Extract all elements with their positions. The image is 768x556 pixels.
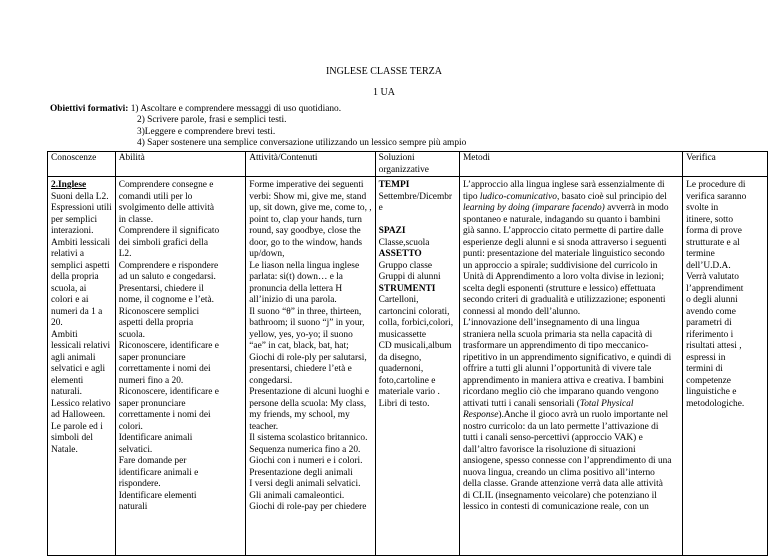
attivita-line: yellow, yes, yo-yo; il suono	[249, 329, 353, 340]
metodi-line: L’innovazione dell’insegnamento di una lingua	[462, 318, 640, 328]
verifica-line: Le procedure di	[686, 180, 746, 190]
metodi-line: nostro curricolo: da un lato permette l’attivazione di	[462, 421, 659, 432]
header-metodi: Metodi	[459, 152, 682, 177]
attivita-line: up, sit down, give me, come to, ,	[249, 203, 372, 213]
attivita-line: all’inizio di una parola.	[249, 295, 337, 305]
attivita-line: point to, clap your hands, turn	[249, 214, 362, 225]
conoscenze-line: Lessico relativo	[51, 398, 111, 409]
verifica-line: dell’U.D.A.	[686, 260, 731, 271]
abilita-line: Comprendere e rispondere	[118, 260, 219, 271]
soluzioni-cell	[375, 177, 459, 556]
abilita-line: saper pronunciare	[118, 398, 186, 409]
abilita-line: Riconoscere, identificare e	[118, 341, 219, 351]
abilita-line: nome, il cognome e l’età.	[118, 295, 214, 305]
metodi-cell	[459, 177, 682, 556]
abilita-line: Riconoscere semplici	[118, 306, 200, 317]
conoscenze-line: Natale.	[51, 444, 78, 455]
attivita-line: Giochi con i numeri e i colori.	[249, 456, 363, 466]
abilita-line: Riconoscere, identificare e	[118, 387, 219, 397]
verifica-line: linguistiche e	[686, 387, 737, 397]
conoscenze-line: numeri da 1 a	[51, 306, 103, 317]
metodi-line: nuova lingua, creando un clima positivo all’interno	[462, 467, 655, 478]
attivita-line: I versi degli animali selvatici.	[249, 479, 361, 489]
objectives-label: Obiettivi formativi:	[50, 104, 129, 114]
strumenti-label: STRUMENTI	[378, 283, 436, 294]
verifica-line: itinere, sotto	[686, 214, 734, 225]
verifica-line: verifica saranno	[686, 191, 747, 202]
objective-item: 1) Ascoltare e comprendere messaggi di uso quotidiano.	[130, 104, 342, 114]
abilita-line: svolgimento delle attività	[118, 203, 214, 213]
abilita-line: aspetti della propria	[118, 318, 194, 328]
attivita-line: round, say goodbye, close the	[249, 226, 361, 236]
conoscenze-line: 20.	[51, 318, 63, 328]
metodi-line: connessi al mondo dell’alunno.	[462, 306, 581, 317]
verifica-line: risultati attesi ,	[686, 341, 742, 351]
header-verifica: Verifica	[683, 152, 768, 177]
attivita-line: up/down,	[249, 249, 285, 259]
header-conoscenze: Conoscenze	[48, 152, 116, 177]
assetto-label: ASSETTO	[378, 249, 422, 259]
metodi-line: secondo criteri di gradualità e utilizzazione; esponenti	[462, 295, 666, 305]
verifica-line: Verrà valutato	[686, 272, 739, 282]
attivita-line: door, go to the window, hands	[249, 237, 363, 248]
metodi-line: L’approccio alla lingua inglese sarà essenzialmente di	[462, 180, 665, 190]
conoscenze-cell	[48, 177, 116, 556]
verifica-line: svolte in	[686, 203, 719, 213]
attivita-line: presentarsi, chiedere l’età e	[249, 364, 352, 374]
metodi-line: scelta degli esponenti (strutture e lessico) effettuata	[462, 283, 656, 294]
assetto-line: Gruppi di alunni	[378, 272, 441, 282]
metodi-line: ricordano meglio ciò che imparano quando vengono	[462, 387, 659, 397]
conoscenze-line: Suoni della L2.	[51, 191, 109, 202]
abilita-line: colori.	[118, 421, 143, 432]
strumenti-line: da disegno,	[378, 352, 422, 363]
verifica-line: metodologiche.	[686, 398, 745, 409]
attivita-line: Gli animali camaleontici.	[249, 490, 345, 501]
header-attivita: Attività/Contenuti	[246, 152, 375, 177]
strumenti-line: Cartelloni,	[378, 295, 419, 305]
objective-item: 4) Saper sostenere una semplice conversazione utilizzando un lessico sempre più ampio	[137, 137, 467, 148]
strumenti-line: musicassette	[378, 329, 427, 340]
attivita-line: Il sistema scolastico britannico.	[249, 433, 368, 443]
verifica-line: termini di	[686, 364, 723, 374]
abilita-line: scuola.	[118, 329, 145, 340]
abilita-line: saper pronunciare	[118, 352, 186, 363]
attivita-line: Giochi di role-ply per salutarsi,	[249, 352, 367, 363]
metodi-line: lessico in contesti di comunicazione reale, con un	[462, 502, 649, 512]
abilita-line: naturali	[118, 502, 148, 512]
strumenti-line: colla, forbici,colori,	[378, 318, 454, 328]
abilita-line: correttamente i nomi dei	[118, 410, 211, 420]
abilita-line: ad un saluto e congedarsi.	[118, 272, 216, 282]
conoscenze-line: naturali.	[51, 387, 82, 397]
strumenti-line: materiale vario .	[378, 387, 440, 397]
abilita-line: Presentarsi, chiedere il	[118, 283, 204, 294]
verifica-line: l’apprendiment	[686, 283, 744, 294]
verifica-line: strutturate e al	[686, 237, 740, 248]
abilita-line: rispondere.	[118, 479, 161, 489]
conoscenze-line: scuola, ai	[51, 283, 87, 294]
attivita-cell	[246, 177, 375, 556]
verifica-line: forma di prove	[686, 226, 742, 236]
metodi-line: dall’altro favorisce la risoluzione di situazioni	[462, 444, 636, 455]
objectives-block	[50, 104, 466, 149]
conoscenze-line: elementi	[51, 375, 84, 386]
abilita-line: correttamente i nomi dei	[118, 364, 211, 374]
verifica-line: parametri di	[686, 318, 732, 328]
conoscenze-line: ad Halloween.	[51, 410, 106, 420]
table-row	[48, 177, 768, 556]
spazi-label: SPAZI	[378, 226, 406, 236]
conoscenze-line: interazioni.	[51, 226, 94, 236]
attivita-line: bathroom; il suono “j” in your,	[249, 318, 365, 328]
verifica-line: espressi in	[686, 352, 726, 363]
attivita-line: persone della scuola: My class,	[249, 398, 367, 409]
conoscenze-heading: 2.Inglese	[51, 180, 87, 190]
abilita-line: comandi utili per lo	[118, 191, 193, 202]
abilita-line: numeri fino a 20.	[118, 375, 184, 386]
header-abilita: Abilità	[115, 152, 246, 177]
verifica-line: o degli alunni	[686, 295, 738, 305]
metodi-line: offrire a tutti gli alunni l’opportunità di vivere tale	[462, 364, 652, 374]
attivita-line: “ae” in cat, black, bat, hat;	[249, 341, 349, 351]
strumenti-line: CD musicali,album	[378, 341, 452, 351]
metodi-line: di CLIL (insegnamento veicolare) che potenziano il	[462, 490, 657, 501]
abilita-line: in classe.	[118, 214, 154, 225]
conoscenze-line: colori e ai	[51, 295, 89, 305]
attivita-line: Il suono “θ” in three, thirteen,	[249, 306, 362, 317]
metodi-line: tutti i canali senso-percettivi (approccio VAK) e	[462, 433, 643, 443]
strumenti-line: cartoncini colorati,	[378, 306, 450, 317]
conoscenze-line: relativi a	[51, 249, 85, 259]
conoscenze-line: selvatici e agli	[51, 364, 106, 374]
conoscenze-line: della propria	[51, 272, 99, 282]
metodi-line: straniera nella scuola primaria sta nella capacità di	[462, 329, 653, 340]
conoscenze-line: semplici aspetti	[51, 260, 110, 271]
conoscenze-line: Ambiti	[51, 329, 78, 340]
objective-item: 2) Scrivere parole, frasi e semplici testi.	[137, 115, 287, 126]
metodi-line: un approccio a spirale; suddivisione del curricolo in	[462, 260, 658, 271]
attivita-line: my friends, my school, my	[249, 410, 350, 420]
attivita-line: verbi: Show mi, give me, stand	[249, 191, 367, 202]
attivita-line: Sequenza numerica fino a 20.	[249, 444, 361, 455]
abilita-line: selvatici.	[118, 444, 153, 455]
attivita-line: parlata: si(t) down… e la	[249, 272, 343, 282]
conoscenze-line: Espressioni utili	[51, 203, 112, 213]
verifica-line: termine	[686, 249, 715, 259]
abilita-line: Identificare animali	[118, 433, 193, 443]
table-header-row	[48, 152, 768, 177]
verifica-cell	[683, 177, 768, 556]
abilita-line: identificare animali e	[118, 467, 199, 478]
attivita-line: Forme imperative dei seguenti	[249, 180, 364, 190]
attivita-line: teacher.	[249, 421, 279, 432]
objective-item: 3)Leggere e comprendere brevi testi.	[137, 126, 276, 137]
metodi-line: apprendimento in maniera attiva e creativa. I bambini	[462, 375, 664, 386]
conoscenze-line: simboli del	[51, 433, 93, 443]
metodi-line: ripetitivo in un apprendimento significativo, e quindi di	[462, 352, 672, 363]
tempi-line: Settembre/Dicembr	[378, 191, 453, 202]
conoscenze-line: lessicali relativi	[51, 341, 111, 351]
attivita-line: Presentazione di alcuni luoghi e	[249, 387, 370, 397]
conoscenze-line: per semplici	[51, 214, 98, 225]
strumenti-line: quadernoni,	[378, 364, 424, 374]
abilita-line: dei simboli grafici della	[118, 237, 208, 248]
assetto-line: Gruppo classe	[378, 260, 433, 271]
conoscenze-line: Le parole ed i	[51, 421, 103, 432]
verifica-line: competenze	[686, 375, 731, 386]
metodi-line: tipo ludico-comunicativo, basato cioè sul principio del	[462, 191, 667, 202]
strumenti-line: Libri di testo.	[378, 398, 430, 409]
abilita-cell	[115, 177, 246, 556]
page-title: INGLESE CLASSE TERZA	[326, 66, 442, 77]
metodi-line: già sanno. L’approccio citato permette di partire dalle	[462, 226, 664, 236]
verifica-line: avendo come	[686, 306, 736, 317]
strumenti-line: foto,cartoline e	[378, 375, 436, 386]
unit-subtitle: 1 UA	[373, 87, 395, 98]
abilita-line: L2.	[118, 249, 132, 259]
curriculum-table	[47, 151, 768, 556]
attivita-line: Presentazione degli animali	[249, 467, 353, 478]
attivita-line: pronuncia della lettera H	[249, 283, 343, 294]
abilita-line: Comprendere il significato	[118, 226, 220, 236]
header-soluzioni: Soluzioni organizzative	[375, 152, 459, 177]
metodi-line: trasformare un apprendimento di tipo meccanico-	[462, 341, 649, 351]
metodi-line: punti: presentazione del materiale linguistico secondo	[462, 249, 665, 259]
tempi-line: e	[378, 203, 383, 213]
conoscenze-line: Ambiti lessicali	[51, 237, 111, 248]
tempi-label: TEMPI	[378, 180, 410, 190]
attivita-line: congedarsi.	[249, 375, 293, 386]
spazi-line: Classe,scuola	[378, 237, 430, 248]
attivita-line: Le liason nella lingua inglese	[249, 260, 360, 271]
abilita-line: Identificare elementi	[118, 490, 197, 501]
abilita-line: Comprendere consegne e	[118, 180, 214, 190]
metodi-line: della classe. Grande attenzione verrà data alle attività	[462, 479, 663, 489]
metodi-line: esperienze degli alunni e si snoda attraverso i seguenti	[462, 237, 667, 248]
metodi-line: ansiogene, spesso connesse con l’apprendimento di una	[462, 456, 672, 466]
verifica-line: riferimento i	[686, 329, 734, 340]
metodi-line: learning by doing (imparare facendo) avverrà in modo	[462, 203, 669, 213]
metodi-line: Response).Anche il gioco avrà un ruolo importante nel	[462, 410, 669, 420]
metodi-line: Unità di Apprendimento a loro volta divise in lezioni;	[462, 272, 664, 282]
metodi-line: spontaneo e naturale, indagando su quanto i bambini	[462, 214, 661, 225]
abilita-line: Fare domande per	[118, 456, 187, 466]
conoscenze-line: agli animali	[51, 352, 96, 363]
attivita-line: Giochi di role-pay per chiedere	[249, 502, 367, 512]
metodi-line: attivati tutti i canali sensoriali (Total Physical	[462, 398, 634, 409]
